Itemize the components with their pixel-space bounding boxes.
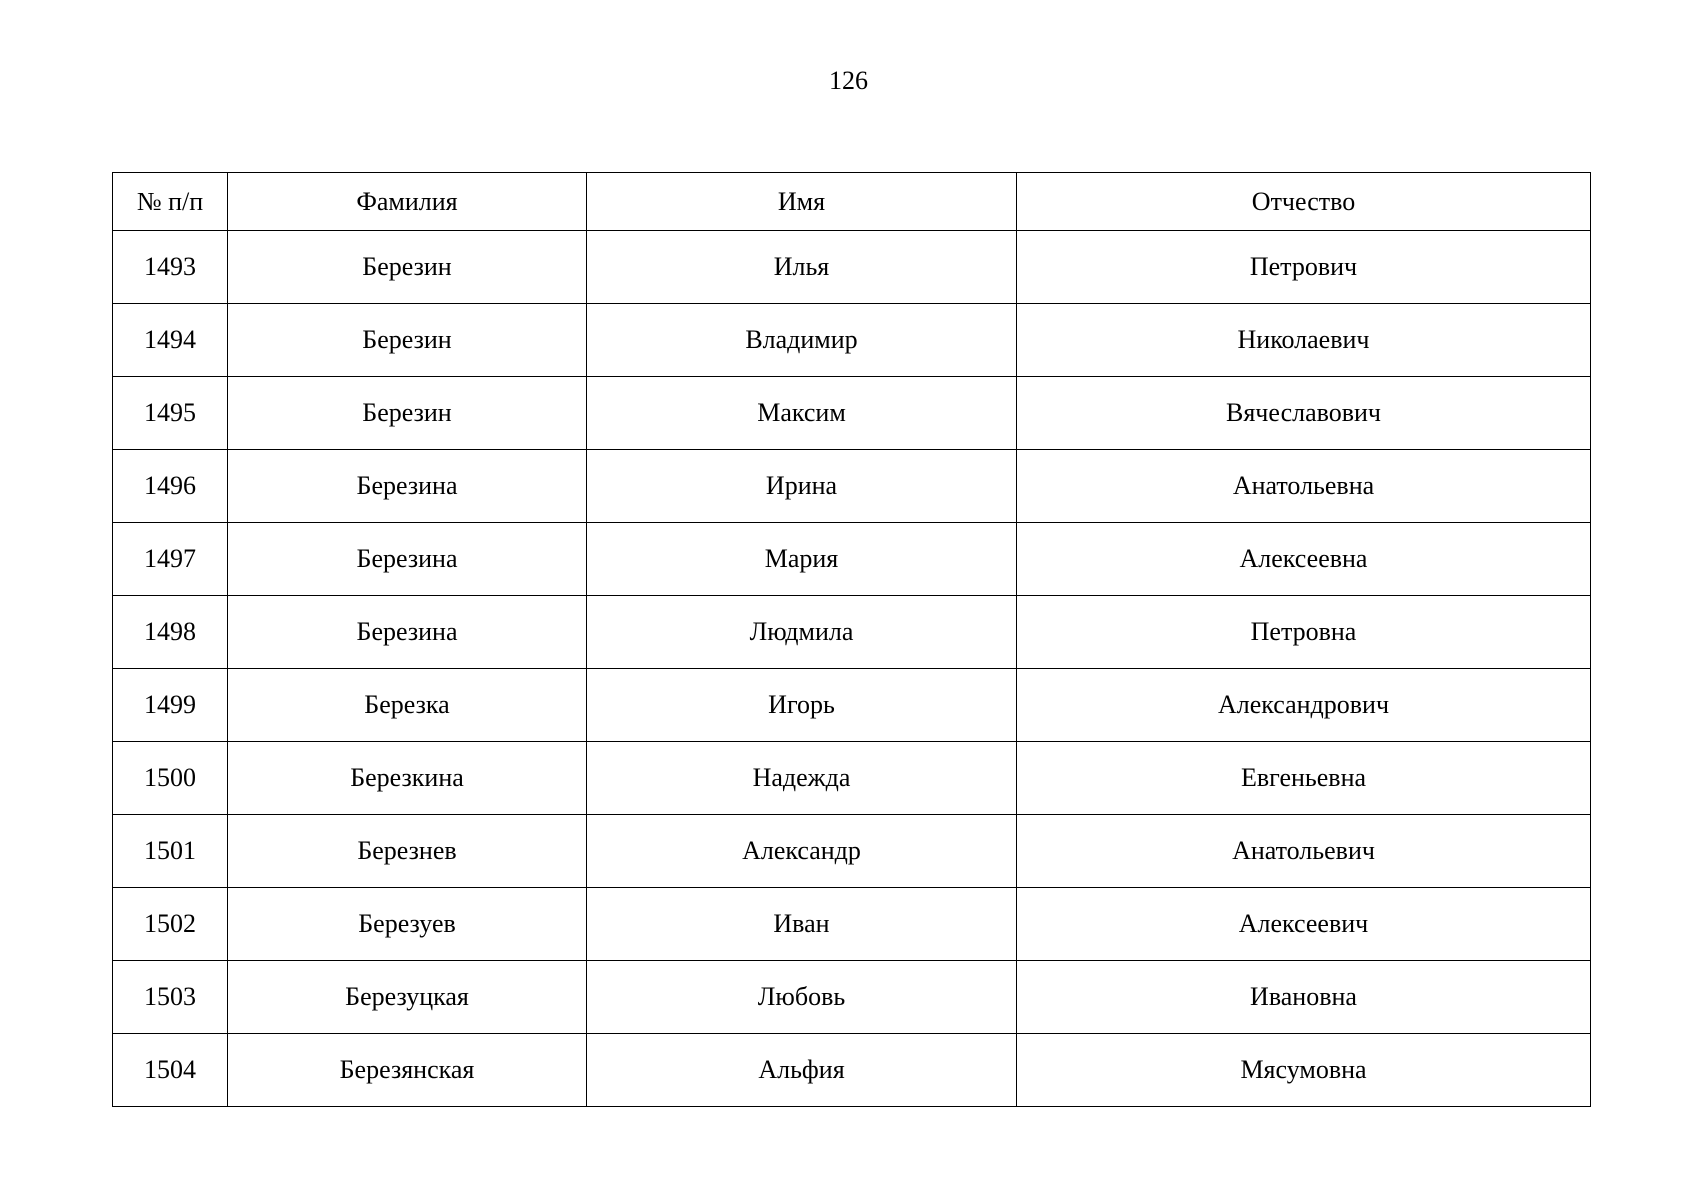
cell-num: 1494 bbox=[113, 304, 228, 377]
page-number: 126 bbox=[829, 66, 868, 95]
cell-last-name: Березина bbox=[228, 450, 587, 523]
cell-last-name: Березкина bbox=[228, 742, 587, 815]
cell-num: 1495 bbox=[113, 377, 228, 450]
cell-num: 1496 bbox=[113, 450, 228, 523]
cell-first-name: Илья bbox=[587, 231, 1017, 304]
cell-patronymic: Мясумовна bbox=[1017, 1034, 1591, 1107]
cell-first-name: Альфия bbox=[587, 1034, 1017, 1107]
cell-last-name: Березка bbox=[228, 669, 587, 742]
cell-last-name: Березуцкая bbox=[228, 961, 587, 1034]
table-row bbox=[113, 742, 1591, 815]
cell-num: 1504 bbox=[113, 1034, 228, 1107]
cell-last-name: Березуев bbox=[228, 888, 587, 961]
cell-patronymic: Евгеньевна bbox=[1017, 742, 1591, 815]
cell-first-name: Ирина bbox=[587, 450, 1017, 523]
cell-num: 1501 bbox=[113, 815, 228, 888]
cell-first-name: Владимир bbox=[587, 304, 1017, 377]
cell-patronymic: Анатольевич bbox=[1017, 815, 1591, 888]
cell-patronymic: Алексеевич bbox=[1017, 888, 1591, 961]
cell-num: 1493 bbox=[113, 231, 228, 304]
cell-patronymic: Александрович bbox=[1017, 669, 1591, 742]
table-row bbox=[113, 304, 1591, 377]
table-row bbox=[113, 888, 1591, 961]
cell-last-name: Березина bbox=[228, 523, 587, 596]
table-header-row bbox=[113, 173, 1591, 231]
table-row bbox=[113, 961, 1591, 1034]
cell-last-name: Березин bbox=[228, 377, 587, 450]
cell-first-name: Александр bbox=[587, 815, 1017, 888]
cell-first-name: Мария bbox=[587, 523, 1017, 596]
cell-num: 1502 bbox=[113, 888, 228, 961]
cell-last-name: Березнев bbox=[228, 815, 587, 888]
cell-patronymic: Николаевич bbox=[1017, 304, 1591, 377]
cell-first-name: Максим bbox=[587, 377, 1017, 450]
cell-first-name: Иван bbox=[587, 888, 1017, 961]
table-row bbox=[113, 815, 1591, 888]
header-patronymic: Отчество bbox=[1017, 173, 1591, 231]
cell-patronymic: Петровна bbox=[1017, 596, 1591, 669]
header-num: № п/п bbox=[113, 173, 228, 231]
cell-patronymic: Ивановна bbox=[1017, 961, 1591, 1034]
registry-table bbox=[112, 172, 1591, 1107]
cell-patronymic: Вячеславович bbox=[1017, 377, 1591, 450]
cell-last-name: Березин bbox=[228, 304, 587, 377]
cell-last-name: Березина bbox=[228, 596, 587, 669]
table-row bbox=[113, 231, 1591, 304]
cell-first-name: Игорь bbox=[587, 669, 1017, 742]
cell-num: 1498 bbox=[113, 596, 228, 669]
cell-num: 1503 bbox=[113, 961, 228, 1034]
header-last-name: Фамилия bbox=[228, 173, 587, 231]
cell-first-name: Людмила bbox=[587, 596, 1017, 669]
cell-first-name: Любовь bbox=[587, 961, 1017, 1034]
cell-first-name: Надежда bbox=[587, 742, 1017, 815]
cell-last-name: Березин bbox=[228, 231, 587, 304]
cell-patronymic: Анатольевна bbox=[1017, 450, 1591, 523]
header-first-name: Имя bbox=[587, 173, 1017, 231]
cell-num: 1499 bbox=[113, 669, 228, 742]
table-row bbox=[113, 669, 1591, 742]
cell-num: 1500 bbox=[113, 742, 228, 815]
table-row bbox=[113, 1034, 1591, 1107]
table-row bbox=[113, 377, 1591, 450]
cell-last-name: Березянская bbox=[228, 1034, 587, 1107]
cell-patronymic: Алексеевна bbox=[1017, 523, 1591, 596]
table-row bbox=[113, 596, 1591, 669]
cell-num: 1497 bbox=[113, 523, 228, 596]
cell-patronymic: Петрович bbox=[1017, 231, 1591, 304]
table-row bbox=[113, 450, 1591, 523]
table-row bbox=[113, 523, 1591, 596]
